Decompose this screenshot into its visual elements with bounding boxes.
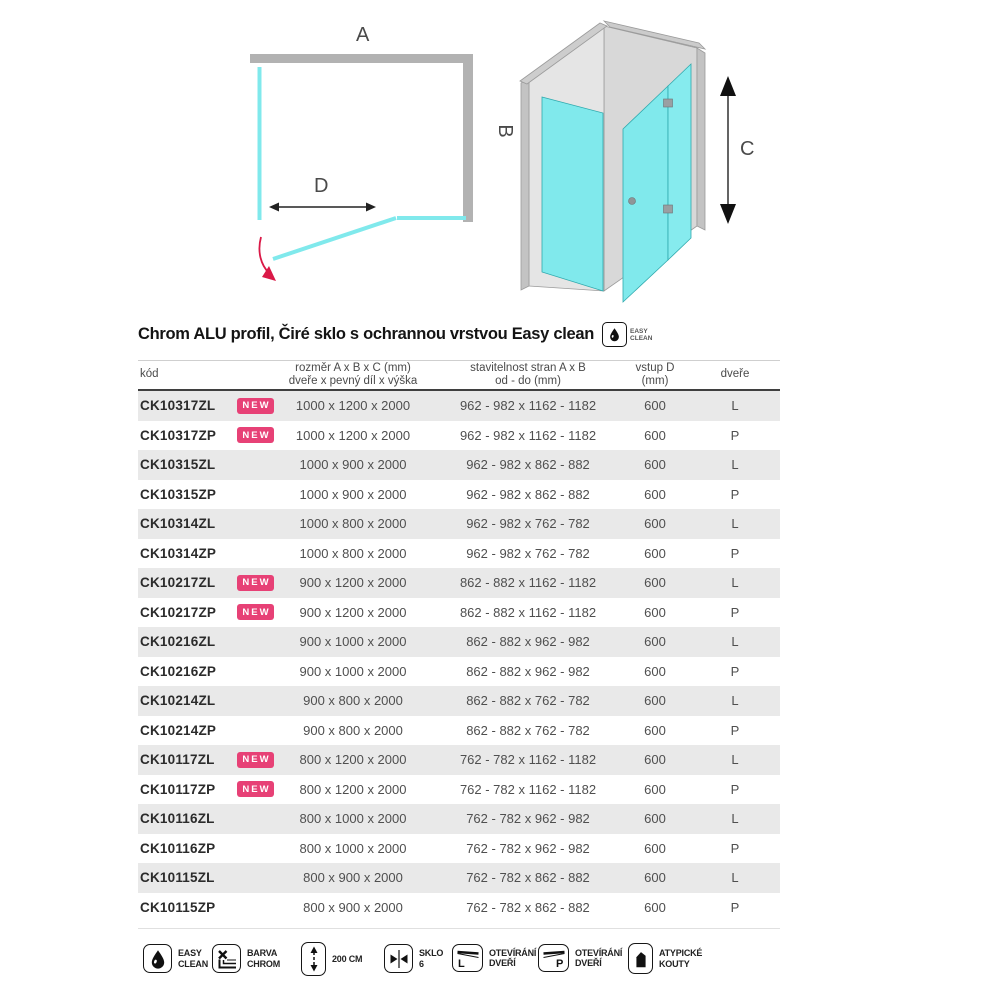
row-door: P bbox=[730, 663, 740, 679]
table-row bbox=[138, 480, 780, 510]
row-code: CK10117ZL bbox=[140, 752, 215, 768]
row-size: 800 x 900 x 2000 bbox=[303, 870, 403, 886]
row-code: CK10217ZL bbox=[140, 575, 216, 591]
side-glass-3d bbox=[668, 64, 691, 260]
row-adjust: 762 - 782 x 862 - 882 bbox=[466, 870, 590, 886]
row-door: L bbox=[731, 752, 739, 768]
table-row bbox=[138, 391, 780, 421]
wall-top bbox=[250, 54, 473, 63]
row-entry: 600 bbox=[644, 870, 666, 886]
row-size: 1000 x 900 x 2000 bbox=[299, 486, 407, 502]
new-badge: NEW bbox=[237, 752, 274, 768]
row-adjust: 962 - 982 x 862 - 882 bbox=[466, 486, 590, 502]
table-row bbox=[138, 627, 780, 657]
row-entry: 600 bbox=[644, 575, 666, 591]
table-row bbox=[138, 421, 780, 451]
row-size: 900 x 800 x 2000 bbox=[303, 722, 403, 738]
row-size: 900 x 1000 x 2000 bbox=[299, 663, 407, 679]
row-entry: 600 bbox=[644, 663, 666, 679]
legend-item-door-left: L OTEVÍRÁNÍ DVEŘÍ bbox=[452, 944, 536, 972]
row-code: CK10217ZP bbox=[140, 604, 217, 620]
row-adjust: 862 - 882 x 962 - 982 bbox=[466, 634, 590, 650]
row-size: 1000 x 1200 x 2000 bbox=[295, 427, 411, 443]
table-row bbox=[138, 509, 780, 539]
section-title-row bbox=[138, 322, 652, 347]
table-row bbox=[138, 834, 780, 864]
row-size: 1000 x 900 x 2000 bbox=[299, 457, 407, 473]
row-door: L bbox=[731, 811, 739, 827]
table-row bbox=[138, 745, 780, 775]
atypical-corners-icon bbox=[628, 943, 653, 974]
entry-width-arrow bbox=[269, 203, 376, 212]
row-size: 800 x 1200 x 2000 bbox=[299, 781, 407, 797]
table-row bbox=[138, 716, 780, 746]
row-adjust: 862 - 882 x 762 - 782 bbox=[466, 693, 590, 709]
table-row bbox=[138, 568, 780, 598]
legend-item-glass: SKLO 6 bbox=[384, 944, 443, 973]
row-adjust: 962 - 982 x 862 - 882 bbox=[466, 457, 590, 473]
row-code: CK10315ZP bbox=[140, 486, 217, 502]
row-size: 800 x 1000 x 2000 bbox=[299, 811, 407, 827]
row-door: L bbox=[731, 457, 739, 473]
table-row bbox=[138, 657, 780, 687]
row-entry: 600 bbox=[644, 752, 666, 768]
row-code: CK10116ZL bbox=[140, 811, 215, 827]
row-code: CK10315ZL bbox=[140, 457, 216, 473]
table-row bbox=[138, 804, 780, 834]
row-entry: 600 bbox=[644, 398, 666, 414]
row-door: P bbox=[730, 899, 740, 915]
row-door: P bbox=[730, 486, 740, 502]
legend-item-door-right: P OTEVÍRÁNÍ DVEŘÍ bbox=[538, 944, 622, 972]
table-row bbox=[138, 893, 780, 923]
row-size: 800 x 900 x 2000 bbox=[303, 899, 403, 915]
row-code: CK10115ZL bbox=[140, 870, 215, 886]
row-door: P bbox=[730, 545, 740, 561]
row-door: L bbox=[731, 870, 739, 886]
row-size: 800 x 1200 x 2000 bbox=[299, 752, 407, 768]
svg-text:P: P bbox=[555, 958, 563, 969]
row-entry: 600 bbox=[644, 899, 666, 915]
svg-text:L: L bbox=[457, 958, 465, 969]
new-badge: NEW bbox=[237, 575, 274, 591]
door-knob bbox=[629, 198, 636, 205]
chrome-color-icon bbox=[212, 944, 241, 973]
legend-item-chrome-color: BARVA CHROM bbox=[212, 944, 280, 973]
height-arrow bbox=[720, 76, 736, 224]
new-badge: NEW bbox=[237, 604, 274, 620]
table-bottom-rule bbox=[138, 928, 780, 929]
row-entry: 600 bbox=[644, 634, 666, 650]
row-entry: 600 bbox=[644, 457, 666, 473]
dim-label-b: B bbox=[494, 124, 516, 138]
row-adjust: 962 - 982 x 1162 - 1182 bbox=[459, 398, 597, 414]
row-code: CK10115ZP bbox=[140, 899, 216, 915]
row-door: P bbox=[730, 840, 740, 856]
row-size: 800 x 1000 x 2000 bbox=[299, 840, 407, 856]
easy-clean-badge-text: EASY CLEAN bbox=[630, 327, 653, 342]
row-code: CK10214ZL bbox=[140, 693, 216, 709]
table-row bbox=[138, 775, 780, 805]
row-adjust: 762 - 782 x 962 - 982 bbox=[466, 811, 590, 827]
row-adjust: 762 - 782 x 962 - 982 bbox=[466, 840, 590, 856]
row-door: P bbox=[730, 427, 740, 443]
door-hinge-top bbox=[664, 99, 673, 107]
easy-clean-icon bbox=[143, 944, 172, 973]
row-code: CK10317ZL bbox=[140, 398, 216, 414]
row-door: L bbox=[731, 634, 739, 650]
table-row bbox=[138, 598, 780, 628]
row-entry: 600 bbox=[644, 840, 666, 856]
row-adjust: 962 - 982 x 762 - 782 bbox=[466, 545, 590, 561]
row-door: L bbox=[731, 693, 739, 709]
row-size: 1000 x 1200 x 2000 bbox=[295, 398, 411, 414]
new-badge: NEW bbox=[237, 781, 274, 797]
table-row bbox=[138, 539, 780, 569]
new-badge: NEW bbox=[237, 427, 274, 443]
header-code: kód bbox=[140, 368, 159, 380]
wall-right-edge-3d bbox=[697, 48, 705, 230]
row-adjust: 962 - 982 x 762 - 782 bbox=[466, 516, 590, 532]
row-size: 900 x 800 x 2000 bbox=[303, 693, 403, 709]
glass-thickness-icon bbox=[384, 944, 413, 973]
row-adjust: 762 - 782 x 1162 - 1182 bbox=[459, 752, 597, 768]
door-opening-left-icon bbox=[452, 944, 483, 972]
perspective-view-diagram bbox=[520, 21, 754, 302]
row-adjust: 862 - 882 x 1162 - 1182 bbox=[459, 604, 597, 620]
table-body bbox=[138, 391, 780, 922]
row-adjust: 862 - 882 x 1162 - 1182 bbox=[459, 575, 597, 591]
row-size: 900 x 1000 x 2000 bbox=[299, 634, 407, 650]
row-adjust: 862 - 882 x 962 - 982 bbox=[466, 663, 590, 679]
row-code: CK10314ZL bbox=[140, 516, 216, 532]
plan-view-diagram bbox=[250, 24, 516, 281]
legend-item-easy-clean: EASY CLEAN bbox=[143, 944, 208, 973]
easy-clean-title-badge bbox=[602, 322, 652, 347]
header-size: rozměr A x B x C (mm) dveře x pevný díl x výška bbox=[288, 361, 418, 387]
technical-diagrams bbox=[0, 0, 1000, 312]
door-opening-right-icon bbox=[538, 944, 569, 972]
row-size: 1000 x 800 x 2000 bbox=[299, 516, 407, 532]
row-entry: 600 bbox=[644, 604, 666, 620]
row-entry: 600 bbox=[644, 693, 666, 709]
legend-item-atypical: ATYPICKÉ KOUTY bbox=[628, 943, 702, 974]
row-code: CK10116ZP bbox=[140, 840, 216, 856]
door-hinge-bottom bbox=[664, 205, 673, 213]
height-200cm-icon bbox=[301, 942, 326, 976]
dim-label-a: A bbox=[356, 24, 370, 46]
table-row bbox=[138, 686, 780, 716]
row-code: CK10117ZP bbox=[140, 781, 216, 797]
legend-item-height: 200 CM bbox=[301, 942, 362, 976]
row-door: P bbox=[730, 722, 740, 738]
row-code: CK10216ZL bbox=[140, 634, 216, 650]
row-code: CK10317ZP bbox=[140, 427, 217, 443]
table-row bbox=[138, 863, 780, 893]
row-adjust: 862 - 882 x 762 - 782 bbox=[466, 722, 590, 738]
row-adjust: 962 - 982 x 1162 - 1182 bbox=[459, 427, 597, 443]
row-entry: 600 bbox=[644, 722, 666, 738]
header-adjustability: stavitelnost stran A x B od - do (mm) bbox=[470, 361, 586, 387]
row-code: CK10214ZP bbox=[140, 722, 217, 738]
dim-label-d: D bbox=[314, 175, 329, 197]
fixed-glass-3d bbox=[542, 97, 603, 291]
row-code: CK10216ZP bbox=[140, 663, 217, 679]
wall-left-edge-3d bbox=[521, 79, 529, 290]
row-entry: 600 bbox=[644, 545, 666, 561]
table-row bbox=[138, 450, 780, 480]
row-adjust: 762 - 782 x 1162 - 1182 bbox=[459, 781, 597, 797]
row-door: L bbox=[731, 575, 739, 591]
row-adjust: 762 - 782 x 862 - 882 bbox=[466, 899, 590, 915]
table-header bbox=[138, 360, 780, 389]
header-door: dveře bbox=[720, 368, 750, 380]
row-door: P bbox=[730, 604, 740, 620]
row-entry: 600 bbox=[644, 427, 666, 443]
wall-right bbox=[463, 54, 473, 222]
row-door: P bbox=[730, 781, 740, 797]
row-entry: 600 bbox=[644, 486, 666, 502]
row-size: 900 x 1200 x 2000 bbox=[299, 575, 407, 591]
row-entry: 600 bbox=[644, 516, 666, 532]
door-open-plan bbox=[273, 218, 396, 259]
row-door: L bbox=[731, 398, 739, 414]
header-entry: vstup D (mm) bbox=[635, 361, 675, 387]
row-size: 900 x 1200 x 2000 bbox=[299, 604, 407, 620]
new-badge: NEW bbox=[237, 398, 274, 414]
page-title: Chrom ALU profil, Čiré sklo s ochrannou vrstvou Easy clean bbox=[138, 325, 595, 343]
row-code: CK10314ZP bbox=[140, 545, 217, 561]
easy-clean-icon bbox=[602, 322, 627, 347]
row-size: 1000 x 800 x 2000 bbox=[299, 545, 407, 561]
row-door: L bbox=[731, 516, 739, 532]
row-entry: 600 bbox=[644, 781, 666, 797]
dim-label-c: C bbox=[740, 138, 755, 160]
row-entry: 600 bbox=[644, 811, 666, 827]
